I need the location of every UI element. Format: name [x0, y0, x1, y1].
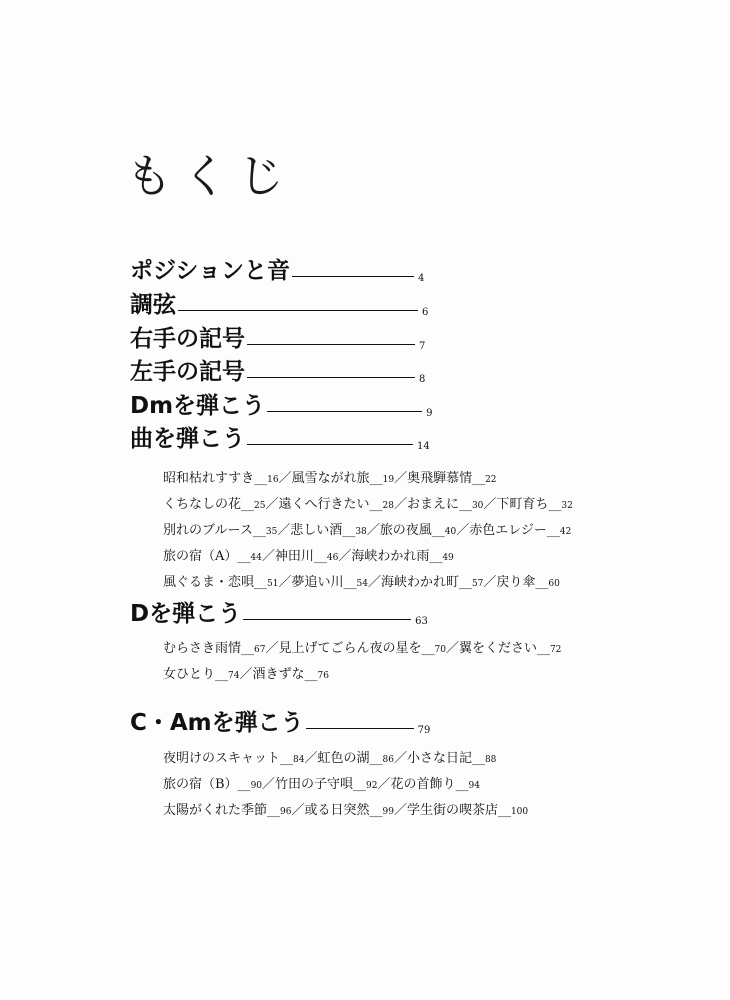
song-title: ／学生街の喫茶店__: [393, 803, 511, 818]
leader-line: [247, 344, 415, 345]
song-title: ／旅の夜風__: [366, 523, 445, 538]
song-page: 70: [434, 645, 446, 655]
song-title: ／遠くへ行きたい__: [265, 497, 383, 512]
song-line[interactable]: [163, 798, 528, 824]
song-page: 46: [326, 553, 339, 563]
song-page: 99: [382, 807, 394, 817]
song-page: 30: [471, 501, 484, 511]
song-title: ／花の首飾り__: [377, 777, 469, 792]
page-number: 9: [426, 408, 433, 419]
leader-line: [267, 411, 422, 412]
song-page: 16: [267, 475, 279, 485]
song-title: くちなしの花__: [163, 497, 255, 512]
song-page: 49: [442, 553, 454, 563]
song-page: 92: [366, 781, 378, 791]
song-list: [163, 466, 573, 596]
song-title: ／下町育ち__: [483, 497, 562, 512]
toc-heading[interactable]: [130, 288, 428, 318]
toc-heading[interactable]: [130, 322, 425, 352]
toc-heading[interactable]: [130, 597, 428, 627]
song-page: 67: [254, 645, 266, 655]
song-title: ／酒きずな__: [239, 667, 318, 682]
heading-label: 右手の記号: [130, 326, 245, 352]
page-title: もくじ: [126, 149, 294, 203]
song-page: 38: [355, 527, 367, 537]
song-title: ／風雪ながれ旅__: [278, 471, 383, 486]
song-title: ／悲しい酒__: [277, 523, 356, 538]
song-line[interactable]: [163, 492, 573, 518]
page-number: 14: [417, 441, 430, 452]
heading-label: 調弦: [130, 292, 176, 318]
song-title: ／翼をください__: [445, 641, 550, 656]
song-title: 旅の宿（B）__: [163, 777, 251, 792]
song-page: 57: [471, 579, 484, 589]
toc-heading[interactable]: [130, 389, 432, 419]
song-title: ／海峡わかれ町__: [367, 575, 472, 590]
song-line[interactable]: [163, 662, 561, 688]
song-page: 72: [549, 645, 562, 655]
leader-line: [247, 444, 413, 445]
song-title: ／小さな日記__: [393, 751, 485, 766]
page-number: 7: [419, 341, 426, 352]
song-page: 32: [561, 501, 573, 511]
song-line[interactable]: [163, 772, 528, 798]
heading-label: 曲を弾こう: [130, 426, 245, 452]
song-page: 100: [510, 807, 529, 817]
song-title: ／或る日突然__: [291, 803, 383, 818]
page-number: 63: [415, 616, 428, 627]
song-page: 76: [317, 671, 329, 681]
song-page: 86: [382, 755, 394, 765]
toc-heading[interactable]: [130, 706, 430, 736]
song-page: 90: [250, 781, 263, 791]
song-page: 40: [444, 527, 457, 537]
song-line[interactable]: [163, 746, 528, 772]
song-title: ／海峡わかれ雨__: [338, 549, 443, 564]
song-page: 88: [484, 755, 497, 765]
heading-label: Dを弾こう: [130, 601, 242, 627]
song-page: 35: [265, 527, 278, 537]
song-page: 96: [280, 807, 292, 817]
song-title: 夜明けのスキャット__: [163, 751, 294, 766]
heading-label: ポジションと音: [130, 258, 290, 284]
leader-line: [178, 310, 418, 311]
toc-heading[interactable]: [130, 355, 425, 385]
leader-line: [247, 377, 415, 378]
song-page: 22: [485, 475, 497, 485]
song-list: [163, 636, 561, 688]
toc-heading[interactable]: [130, 422, 430, 452]
song-title: ／夢追い川__: [278, 575, 357, 590]
song-title: ／神田川__: [261, 549, 327, 564]
song-title: 女ひとり__: [163, 667, 229, 682]
page-number: 79: [417, 725, 431, 736]
page-number: 6: [422, 307, 429, 318]
song-line[interactable]: [163, 570, 573, 596]
page-number: 8: [419, 374, 426, 385]
song-line[interactable]: [163, 636, 561, 662]
song-page: 94: [468, 781, 480, 791]
song-page: 44: [250, 553, 262, 563]
song-page: 28: [382, 501, 394, 511]
song-title: ／おまえに__: [393, 497, 472, 512]
song-title: むらさき雨情__: [163, 641, 255, 656]
song-line[interactable]: [163, 518, 573, 544]
song-page: 74: [228, 671, 240, 681]
song-title: ／戻り傘__: [483, 575, 549, 590]
heading-label: 左手の記号: [130, 359, 245, 385]
leader-line: [306, 728, 414, 729]
heading-label: C・Amを弾こう: [130, 710, 304, 736]
song-title: 風ぐるま・恋唄__: [163, 575, 268, 590]
song-title: 別れのブルース__: [163, 523, 266, 538]
song-title: ／見上げてごらん夜の星を__: [265, 641, 435, 656]
song-page: 19: [382, 475, 395, 485]
song-page: 42: [559, 527, 572, 537]
song-page: 60: [548, 579, 560, 589]
song-title: 旅の宿（A）__: [163, 549, 251, 564]
song-title: ／奥飛騨慕情__: [394, 471, 486, 486]
page-number: 4: [417, 273, 425, 284]
song-page: 84: [293, 755, 305, 765]
leader-line: [243, 619, 411, 620]
song-list: [163, 746, 528, 824]
leader-line: [292, 276, 414, 277]
song-page: 51: [267, 579, 279, 589]
song-title: ／赤色エレジー__: [456, 523, 560, 538]
song-title: 昭和枯れすすき__: [163, 471, 268, 486]
song-page: 54: [356, 579, 368, 589]
song-title: 太陽がくれた季節__: [163, 803, 281, 818]
song-title: ／竹田の子守唄__: [262, 777, 367, 792]
song-line[interactable]: [163, 466, 573, 492]
song-line[interactable]: [163, 544, 573, 570]
song-page: 25: [254, 501, 266, 511]
heading-label: Dmを弾こう: [130, 393, 266, 419]
song-title: ／虹色の湖__: [304, 751, 383, 766]
toc-heading[interactable]: [130, 254, 424, 284]
